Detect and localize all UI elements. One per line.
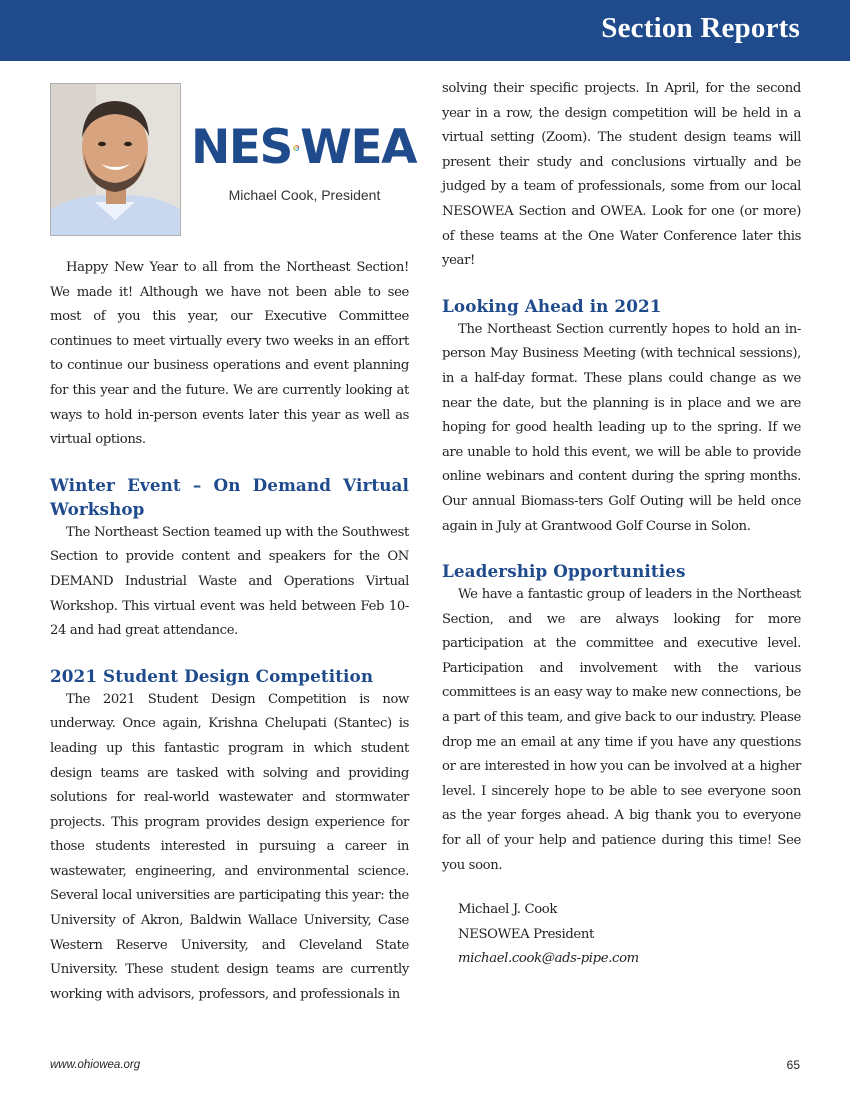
- looking-ahead-paragraph: The Northeast Section currently hopes to hold an in-person May Business Meeting (with technical sessions), in a half-day format. These plans could change as we near the date, but the planning is in place and we are hoping for good health leading up to the spring. If we are unable to hold this event, we will be able to provide online webinars and content during the spring months. Our annual Biomass-ters Golf Outing will be held once again in July at Grantwood Golf Course in Solon.: [442, 321, 801, 534]
- footer-website-link[interactable]: www.ohiowea.org: [50, 1059, 141, 1071]
- right-column: [442, 77, 801, 972]
- portrait-image: [51, 84, 180, 235]
- signature-email-link[interactable]: michael.cook@ads-pipe.com: [458, 951, 639, 967]
- winter-event-heading: Winter Event – On Demand Virtual Workshop: [50, 474, 409, 519]
- president-photo: [50, 83, 181, 236]
- leadership-heading: Leadership Opportunities: [442, 561, 686, 582]
- signature-name: Michael J. Cook: [458, 902, 558, 918]
- signature-title: NESOWEA President: [458, 926, 594, 942]
- student-design-heading: 2021 Student Design Competition: [50, 665, 374, 686]
- winter-event-paragraph: The Northeast Section teamed up with the Southwest Section to provide content and speakers for the ON DEMAND Industrial Waste and Operations Virtual Workshop. This virtual event was held between Feb 10-24 and had great attendance.: [50, 524, 409, 639]
- logo-text-left: NES: [191, 120, 292, 175]
- water-drop-logo-icon: [293, 127, 299, 169]
- looking-ahead-heading: Looking Ahead in 2021: [442, 295, 662, 316]
- page-number: 65: [786, 1058, 800, 1072]
- nesowea-logo: [191, 119, 416, 179]
- student-design-paragraph-continued: solving their specific projects. In April, for the second year in a row, the design competition will be held in a virtual setting (Zoom). The student design teams will present their study and conclusions virtually and be judged by a team of professionals, some from our local NESOWEA Section and OWEA. Look for one (or more) of these teams at the One Water Conference later this year!: [442, 81, 801, 269]
- left-column: [50, 256, 409, 1007]
- leadership-paragraph: We have a fantastic group of leaders in the Northeast Section, and we are always looking for more participation at the committee and executive level. Participation and involvement with the various committees is an easy way to make new connections, be a part of this team, and give back to our industry. Please drop me an email at any time if you have any questions or are interested in how you can be involved at a higher level. I sincerely hope to be able to see everyone soon as the year forges ahead. A big thank you to everyone for all of your help and patience during this time! See you soon.: [442, 587, 801, 873]
- logo-text-right: WEA: [300, 120, 416, 175]
- student-design-paragraph: The 2021 Student Design Competition is now underway. Once again, Krishna Chelupati (Stantec) is leading up this fantastic program in which student design teams are tasked with solving and providing solutions for real-world wastewater and stormwater projects. This program provides design experience for those students interested in pursuing a career in wastewater, engineering, and environmental science. Several local universities are participating this year: the University of Akron, Baldwin Wallace University, Case Western Reserve University, and Cleveland State University. These student design teams are currently working with advisors, professors, and professionals in: [50, 691, 409, 1002]
- photo-caption: Michael Cook, President: [228, 187, 381, 203]
- section-banner: [0, 0, 850, 61]
- intro-paragraph: Happy New Year to all from the Northeast Section! We made it! Although we have not been able to see most of you this year, our Executive Committee continues to meet virtually every two weeks in an effort to continue our business operations and event planning for this year and the future. We are currently looking at ways to hold in-person events later this year as well as virtual options.: [50, 260, 409, 448]
- section-title: Section Reports: [601, 12, 800, 44]
